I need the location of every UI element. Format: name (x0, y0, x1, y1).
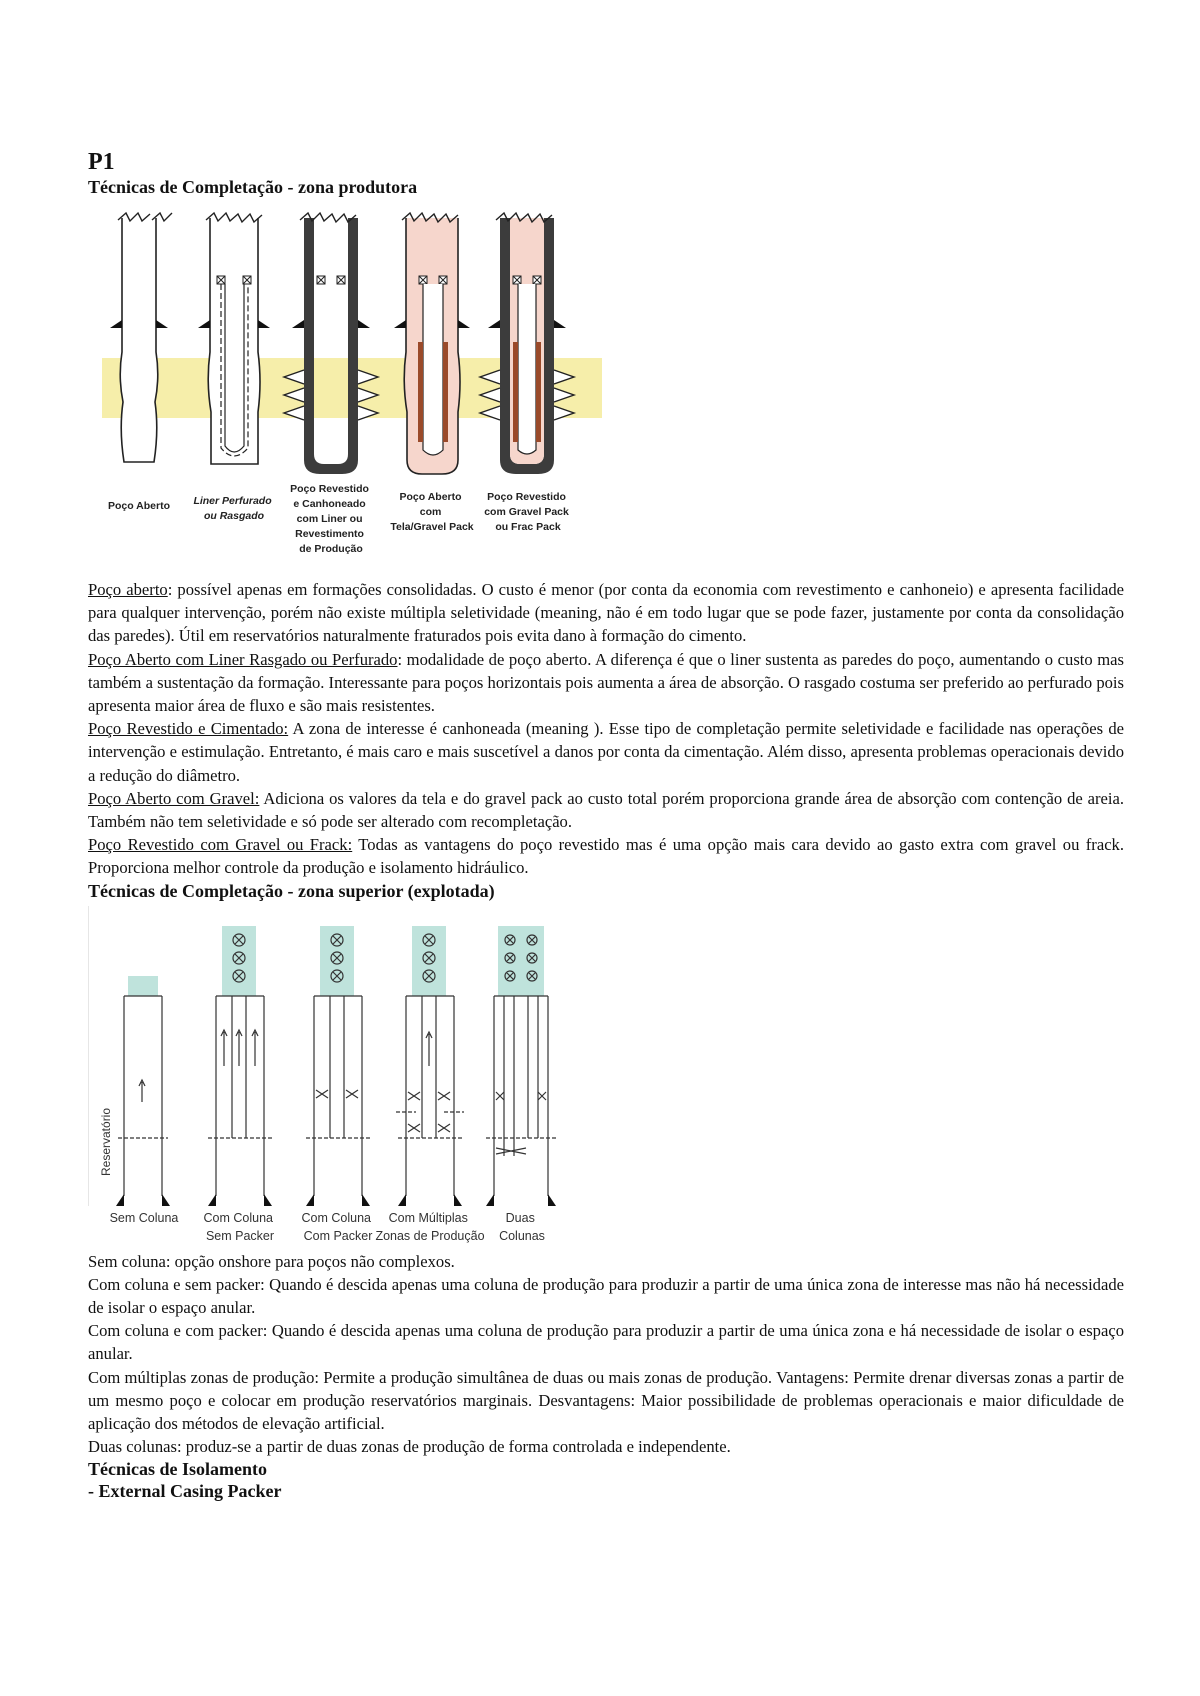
fig2-label-multiplas: Com Múltiplas Zonas de Produção (375, 1210, 485, 1243)
section-title-zona-superior: Técnicas de Completação - zona superior (explotada) (88, 880, 495, 901)
well-revestido-gravel-pack (480, 213, 574, 474)
fig2-label-com-packer: Com Coluna Com Packer (301, 1210, 373, 1243)
section-title-isolamento: Técnicas de Isolamento (88, 1459, 267, 1480)
fig1-label-revestido: Poço Revestido e Canhoneado com Liner ou Revestimento de Produção (290, 483, 369, 555)
fig2-label-duas-colunas: Duas Colunas (499, 1210, 545, 1243)
paragraph-liner: Poço Aberto com Liner Rasgado ou Perfurado: modalidade de poço aberto. A diferença é que o liner sustenta as paredes do poço, aumentando o custo mas também a sustentação da formação. Interessante para poços horizontais pois aumenta a área de absorção. O rasgado costuma ser preferido ao perfurado pois apresenta maior área de fluxo e são mais resistentes. (88, 649, 1124, 716)
well-duas-colunas (486, 926, 556, 1206)
paragraph-sem-coluna: Sem coluna: opção onshore para poços não complexos. (88, 1251, 455, 1271)
well-multiplas-zonas (396, 926, 464, 1206)
well-aberto-gravel-pack (394, 213, 470, 474)
well-revestido-canhoneado (284, 213, 378, 474)
figure-zona-superior (88, 906, 608, 1248)
well-liner-perfurado (198, 213, 270, 464)
fig1-label-poco-aberto: Poço Aberto (107, 500, 171, 512)
well-com-coluna-sem-packer (208, 926, 272, 1206)
paragraph-multiplas-zonas: Com múltiplas zonas de produção: Permite a produção simultânea de duas ou mais zonas de produção. Vantagens: Permite drenar diversas zonas a partir de um mesmo poço e colocar em produção reservatórios marginais. Desvantagens: Maior possibilidade de problemas operacionais e maior dificuldade de aplicação dos métodos de elevação artificial. (88, 1367, 1124, 1434)
well-sem-coluna (116, 976, 170, 1206)
paragraph-duas-colunas: Duas colunas: produz-se a partir de duas zonas de produção de forma controlada e independente. (88, 1437, 731, 1457)
section-title-zona-produtora: Técnicas de Completação - zona produtora (88, 177, 418, 197)
paragraph-revestido-gravel: Poço Revestido com Gravel ou Frack: Todas as vantagens do poço revestido mas é uma opção mais cara devido ao gasto extra com gravel ou frack. Proporciona melhor controle da produção e isolamento hidráulico. (88, 835, 1124, 878)
paragraph-poco-aberto: Poço aberto: possível apenas em formações consolidadas. O custo é menor (por conta da economia com revestimento e canhoneio) e apresenta facilidade para qualquer intervenção, porém não existe múltipla seletividade (meaning, não é em todo lugar que se pode fazer, justamente por conta da consolidação das paredes). Útil em reservatórios naturalmente fraturados pois evita dano à formação do cimento. (88, 580, 1125, 646)
paragraph-aberto-gravel: Poço Aberto com Gravel: Adiciona os valores da tela e do gravel pack ao custo total porém proporciona grande área de absorção com contenção de areia. Também não tem seletividade e só pode ser alterado com recompletação. (88, 788, 1125, 832)
page-heading: P1 (88, 149, 115, 175)
section-subtitle-casing-packer: - External Casing Packer (88, 1481, 282, 1502)
fig2-label-sem-coluna: Sem Coluna (109, 1210, 179, 1225)
well-com-coluna-com-packer (306, 926, 370, 1206)
fig1-label-aberto-gravel: Poço Aberto com Tela/Gravel Pack (390, 491, 474, 533)
document-page (88, 148, 1124, 1502)
figure-zona-produtora (88, 202, 608, 576)
fig1-label-liner: Liner Perfurado ou Rasgado (193, 495, 272, 522)
paragraph-com-coluna-com-packer: Com coluna e com packer: Quando é descida apenas uma coluna de produção para produzir a partir de uma única zona e há necessidade de isolar o espaço anular. (88, 1321, 1124, 1364)
fig2-label-reservatorio: Reservatório (99, 1107, 113, 1176)
well-poco-aberto (110, 213, 172, 462)
fig1-label-revestido-gravel: Poço Revestido com Gravel Pack ou Frac Pack (484, 491, 569, 533)
paragraph-revestido-cimentado: Poço Revestido e Cimentado: A zona de interesse é canhoneada (meaning ). Esse tipo de completação permite seletividade e facilidade nas operações de intervenção e estimulação. Entretanto, é mais caro e mais suscetível a danos por conta da cimentação. Além disso, apresenta problemas operacionais devido a redução do diâmetro. (88, 719, 1124, 785)
paragraph-com-coluna-sem-packer: Com coluna e sem packer: Quando é descida apenas uma coluna de produção para produzir a partir de uma única zona de interesse mas não há necessidade de isolar o espaço anular. (88, 1274, 1124, 1318)
fig2-label-sem-packer: Com Coluna Sem Packer (203, 1210, 275, 1243)
